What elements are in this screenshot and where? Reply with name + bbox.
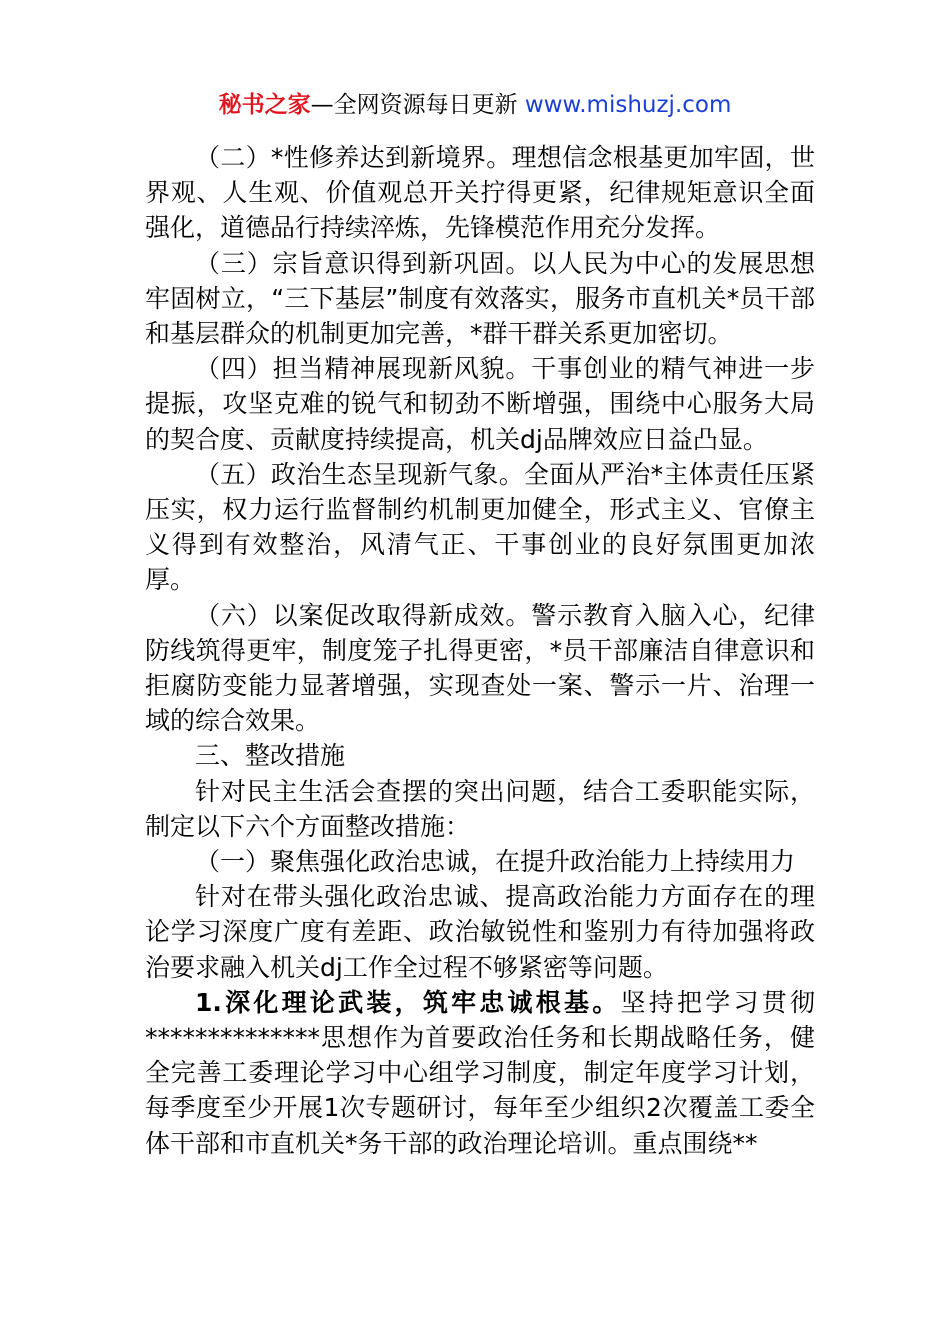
paragraph-goal-2: （二）*性修养达到新境界。理想信念根基更加牢固，世界观、人生观、价值观总开关拧得更紧，纪律规矩意识全面强化，道德品行持续淬炼，先锋模范作用充分发挥。: [145, 143, 815, 243]
measure-title: 1.深化理论武装，筑牢忠诚根基。: [195, 987, 621, 1017]
measure-text: 坚持把学习贯彻**************思想作为首要政治任务和长期战略任务，健全完善工委理论学习中心组学习制度，制定年度学习计划，每季度至少开展1次专题研讨，每年至少组织2次覆盖工委全体干部和市直机关*务干部的政治理论培训。重点围绕**: [145, 987, 815, 1158]
section-heading-3: 三、整改措施: [195, 741, 346, 771]
paragraph-goal-6: （六）以案促改取得新成效。警示教育入脑入心，纪律防线筑得更牢，制度笼子扎得更密，*员干部廉洁自律意识和拒腐防变能力显著增强，实现查处一案、警示一片、治理一域的综合效果。: [145, 600, 815, 736]
site-url-link[interactable]: www.mishuzj.com: [524, 92, 732, 118]
paragraph-goal-5: （五）政治生态呈现新气象。全面从严治*主体责任压紧压实，权力运行监督制约机制更加健全，形式主义、官僚主义得到有效整治，风清气正、干事创业的良好氛围更加浓厚。: [145, 459, 815, 595]
subsection-heading-1: （一）聚焦强化政治忠诚，在提升政治能力上持续用力: [195, 847, 796, 877]
paragraph-goal-3: （三）宗旨意识得到新巩固。以人民为中心的发展思想牢固树立，“三下基层”制度有效落实，服务市直机关*员干部和基层群众的机制更加完善，*群干群关系更加密切。: [145, 248, 815, 349]
site-brand: 秘书之家: [218, 92, 311, 118]
paragraph-intro: 针对民主生活会查摆的突出问题，结合工委职能实际，制定以下六个方面整改措施：: [145, 776, 815, 841]
site-header: [0, 88, 950, 122]
paragraph-goal-4: （四）担当精神展现新风貌。干事创业的精气神进一步提振，攻坚克难的锐气和韧劲不断增强，围绕中心服务大局的契合度、贡献度持续提高，机关dj品牌效应日益凸显。: [145, 354, 815, 454]
document-body: [145, 140, 815, 1161]
paragraph-problem: 针对在带头强化政治忠诚、提高政治能力方面存在的理论学习深度广度有差距、政治敏锐性和鉴别力有待加强将政治要求融入机关dj工作全过程不够紧密等问题。: [145, 882, 815, 982]
paragraph-measure-1: [145, 985, 815, 1161]
site-tagline: —全网资源每日更新: [310, 92, 525, 118]
